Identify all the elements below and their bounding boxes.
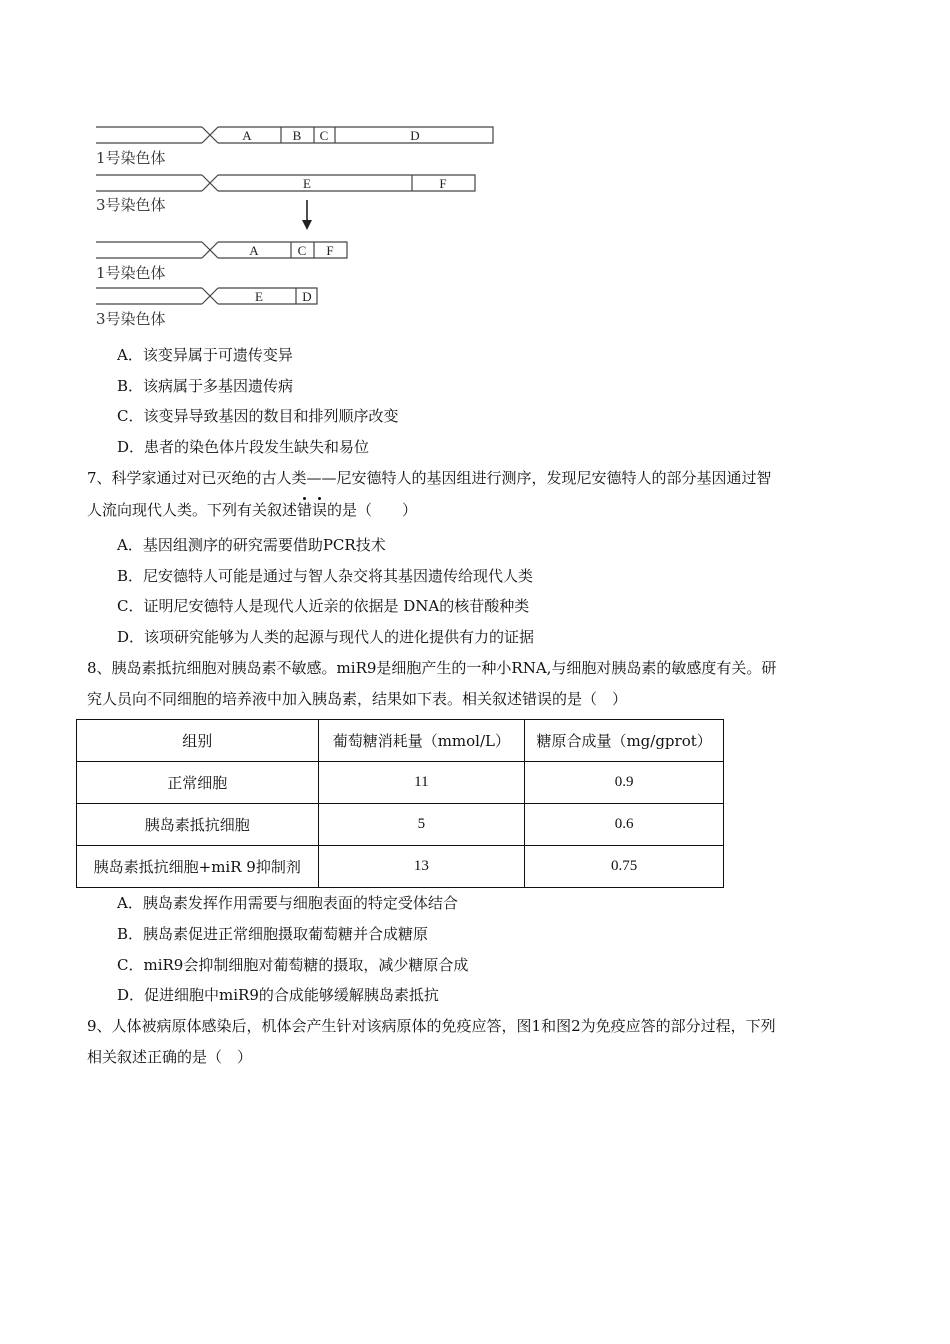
q9-stem-line2: 相关叙述正确的是（ ） (87, 1048, 253, 1066)
down-arrow-icon (302, 200, 312, 230)
segment-d-label-after: D (302, 289, 312, 304)
segment-e-label: E (303, 176, 311, 191)
q7-stem-line2: 人流向现代人类。下列有关叙述错误的是（ ） (87, 501, 418, 519)
chr1-label: 1号染色体 (96, 149, 166, 167)
q6-option-a: A．该变异属于可遗传变异 (117, 346, 293, 364)
table-cell: 胰岛素抵抗细胞 (77, 804, 319, 846)
segment-c-label-after: C (297, 243, 307, 258)
segment-d-label: D (410, 128, 420, 143)
q6-option-d: D．患者的染色体片段发生缺失和易位 (117, 438, 370, 456)
segment-f-label-after: F (326, 243, 334, 258)
table-header-row (77, 720, 724, 762)
q8-option-b: B．胰岛素促进正常细胞摄取葡萄糖并合成糖原 (117, 925, 429, 943)
q8-option-d: D．促进细胞中miR9的合成能够缓解胰岛素抵抗 (117, 986, 439, 1004)
segment-a-label: A (242, 128, 252, 143)
table-cell: 11 (318, 762, 525, 804)
chr1-label-after: 1号染色体 (96, 264, 166, 282)
segment-f-label: F (439, 176, 447, 191)
table-header-cell: 糖原合成量（mg/gprot） (525, 720, 724, 762)
chromosome-translocation-figure (92, 120, 512, 335)
q7-option-c: C．证明尼安德特人是现代人近亲的依据是 DNA的核苷酸种类 (117, 597, 530, 615)
q7-option-d: D．该项研究能够为人类的起源与现代人的进化提供有力的证据 (117, 628, 535, 646)
q7-option-a: A．基因组测序的研究需要借助PCR技术 (117, 536, 386, 554)
q8-stem-line2: 究人员向不同细胞的培养液中加入胰岛素，结果如下表。相关叙述错误的是（ ） (87, 690, 628, 708)
q9-stem-line1: 9、人体被病原体感染后，机体会产生针对该病原体的免疫应答，图1和图2为免疫应答的部分过程，下列 (87, 1017, 776, 1035)
table-row (77, 846, 724, 888)
table-cell: 5 (318, 804, 525, 846)
segment-c-label: C (319, 128, 329, 143)
table-cell: 胰岛素抵抗细胞+miR 9抑制剂 (77, 846, 319, 888)
results-table (76, 719, 724, 888)
chromosome-diagram (92, 120, 512, 335)
segment-a-label-after: A (249, 243, 259, 258)
segment-b-label: B (292, 128, 302, 143)
emphasis-char: 错 (297, 501, 313, 519)
table-cell: 0.9 (525, 762, 724, 804)
table-header-cell: 组别 (77, 720, 319, 762)
q6-option-b: B．该病属于多基因遗传病 (117, 377, 294, 395)
table-row (77, 804, 724, 846)
chr3-label: 3号染色体 (96, 196, 166, 214)
table-cell: 0.75 (525, 846, 724, 888)
table-cell: 正常细胞 (77, 762, 319, 804)
chr3-label-after: 3号染色体 (96, 310, 166, 328)
table-row (77, 762, 724, 804)
table-cell: 13 (318, 846, 525, 888)
table-cell: 0.6 (525, 804, 724, 846)
table-header-cell: 葡萄糖消耗量（mmol/L） (318, 720, 525, 762)
q7-option-b: B．尼安德特人可能是通过与智人杂交将其基因遗传给现代人类 (117, 567, 534, 585)
q6-option-c: C．该变异导致基因的数目和排列顺序改变 (117, 407, 399, 425)
q8-option-a: A．胰岛素发挥作用需要与细胞表面的特定受体结合 (117, 894, 458, 912)
q7-stem-line1: 7、科学家通过对已灭绝的古人类——尼安德特人的基因组进行测序，发现尼安德特人的部分基因通过智 (87, 469, 772, 487)
emphasis-char: 误 (312, 501, 328, 519)
q8-option-c: C．miR9会抑制细胞对葡萄糖的摄取，减少糖原合成 (117, 956, 469, 974)
segment-e-label-after: E (255, 289, 263, 304)
q8-stem-line1: 8、胰岛素抵抗细胞对胰岛素不敏感。miR9是细胞产生的一种小RNA,与细胞对胰岛素的敏感度有关。研 (87, 659, 777, 677)
